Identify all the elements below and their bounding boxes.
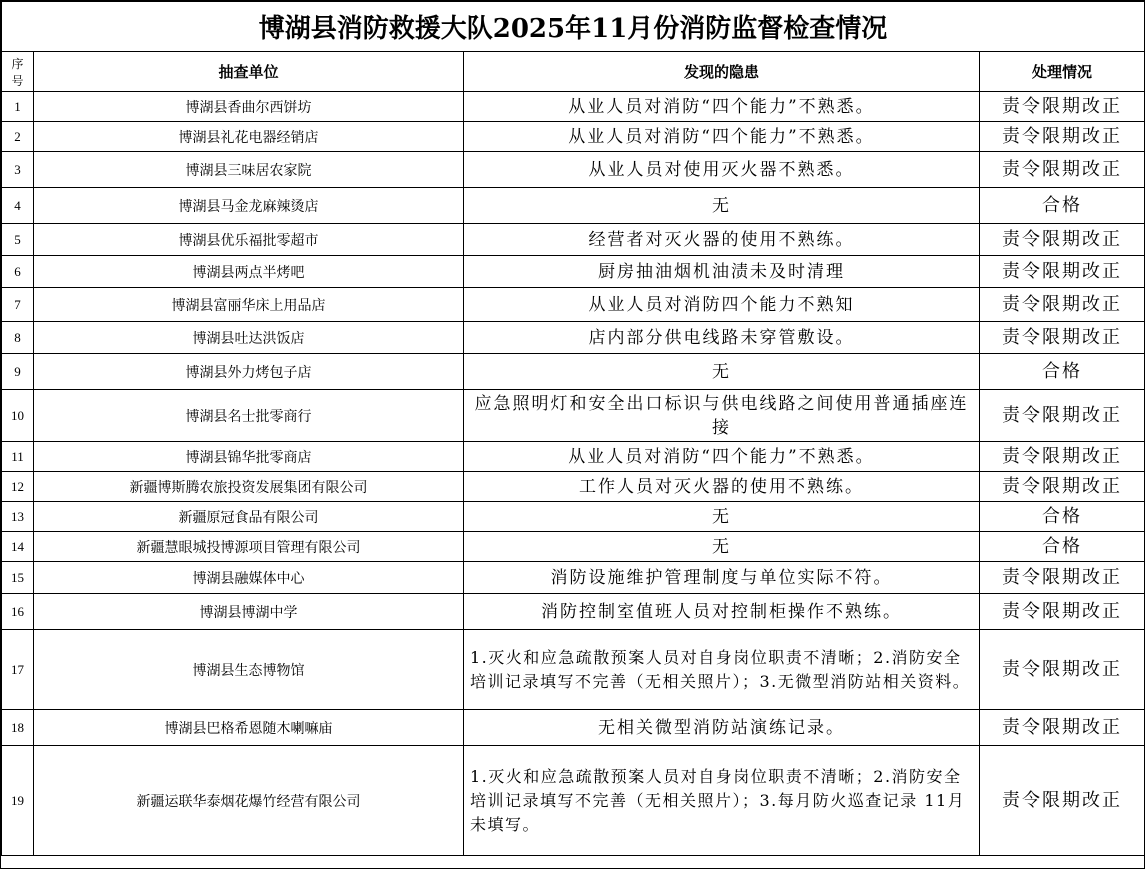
row-seq: 15 <box>2 562 34 594</box>
table-row <box>2 188 1145 224</box>
row-result: 责令限期改正 <box>980 710 1145 746</box>
row-unit: 博湖县三味居农家院 <box>34 152 464 188</box>
table-row <box>2 594 1145 630</box>
table-row <box>2 322 1145 354</box>
header-unit: 抽查单位 <box>34 52 464 92</box>
row-unit: 博湖县博湖中学 <box>34 594 464 630</box>
row-unit: 新疆博斯腾农旅投资发展集团有限公司 <box>34 472 464 502</box>
table-row <box>2 122 1145 152</box>
row-unit: 博湖县优乐福批零超市 <box>34 224 464 256</box>
row-hazard: 消防设施维护管理制度与单位实际不符。 <box>464 562 980 594</box>
table-row <box>2 256 1145 288</box>
row-seq: 11 <box>2 442 34 472</box>
row-unit: 新疆运联华泰烟花爆竹经营有限公司 <box>34 746 464 856</box>
row-result: 责令限期改正 <box>980 390 1145 442</box>
row-seq: 9 <box>2 354 34 390</box>
row-seq: 1 <box>2 92 34 122</box>
table-row <box>2 152 1145 188</box>
row-unit: 博湖县两点半烤吧 <box>34 256 464 288</box>
table-row <box>2 354 1145 390</box>
row-seq: 7 <box>2 288 34 322</box>
table-row <box>2 630 1145 710</box>
row-hazard: 从业人员对消防“四个能力”不熟悉。 <box>464 442 980 472</box>
row-result: 合格 <box>980 188 1145 224</box>
row-seq: 2 <box>2 122 34 152</box>
row-result: 责令限期改正 <box>980 92 1145 122</box>
row-seq: 6 <box>2 256 34 288</box>
row-seq: 19 <box>2 746 34 856</box>
row-result: 责令限期改正 <box>980 288 1145 322</box>
row-hazard: 无相关微型消防站演练记录。 <box>464 710 980 746</box>
row-unit: 博湖县香曲尔西饼坊 <box>34 92 464 122</box>
header-row <box>2 52 1145 92</box>
row-result: 合格 <box>980 502 1145 532</box>
row-hazard: 从业人员对消防四个能力不熟知 <box>464 288 980 322</box>
row-hazard: 店内部分供电线路未穿管敷设。 <box>464 322 980 354</box>
row-result: 责令限期改正 <box>980 224 1145 256</box>
title-row <box>2 2 1145 52</box>
row-result: 责令限期改正 <box>980 562 1145 594</box>
row-result: 合格 <box>980 354 1145 390</box>
row-seq: 3 <box>2 152 34 188</box>
row-hazard: 从业人员对使用灭火器不熟悉。 <box>464 152 980 188</box>
table-row <box>2 288 1145 322</box>
row-result: 责令限期改正 <box>980 630 1145 710</box>
table-row <box>2 92 1145 122</box>
table-row <box>2 502 1145 532</box>
row-unit: 博湖县外力烤包子店 <box>34 354 464 390</box>
table-row <box>2 472 1145 502</box>
row-seq: 18 <box>2 710 34 746</box>
row-seq: 10 <box>2 390 34 442</box>
row-result: 责令限期改正 <box>980 152 1145 188</box>
row-unit: 博湖县锦华批零商店 <box>34 442 464 472</box>
row-result: 责令限期改正 <box>980 746 1145 856</box>
row-seq: 17 <box>2 630 34 710</box>
row-hazard: 无 <box>464 502 980 532</box>
table-row <box>2 746 1145 856</box>
row-unit: 博湖县生态博物馆 <box>34 630 464 710</box>
row-unit: 博湖县富丽华床上用品店 <box>34 288 464 322</box>
table-row <box>2 442 1145 472</box>
table-row <box>2 532 1145 562</box>
row-unit: 博湖县马金龙麻辣烫店 <box>34 188 464 224</box>
row-seq: 8 <box>2 322 34 354</box>
row-hazard: 厨房抽油烟机油渍未及时清理 <box>464 256 980 288</box>
row-unit: 博湖县融媒体中心 <box>34 562 464 594</box>
row-result: 责令限期改正 <box>980 256 1145 288</box>
header-seq: 序号 <box>2 52 34 92</box>
row-seq: 14 <box>2 532 34 562</box>
header-hazard: 发现的隐患 <box>464 52 980 92</box>
report-title: 博湖县消防救援大队2025年11月份消防监督检查情况 <box>2 2 1145 52</box>
row-hazard: 1.灭火和应急疏散预案人员对自身岗位职责不清晰；2.消防安全培训记录填写不完善（无相关照片）；3.无微型消防站相关资料。 <box>464 630 980 710</box>
row-unit: 博湖县礼花电器经销店 <box>34 122 464 152</box>
row-hazard: 无 <box>464 532 980 562</box>
row-unit: 博湖县吐达洪饭店 <box>34 322 464 354</box>
row-unit: 博湖县名士批零商行 <box>34 390 464 442</box>
row-hazard: 1.灭火和应急疏散预案人员对自身岗位职责不清晰；2.消防安全培训记录填写不完善（无相关照片）；3.每月防火巡查记录 11月未填写。 <box>464 746 980 856</box>
table-row <box>2 562 1145 594</box>
row-hazard: 无 <box>464 188 980 224</box>
row-hazard: 消防控制室值班人员对控制柜操作不熟练。 <box>464 594 980 630</box>
row-result: 责令限期改正 <box>980 594 1145 630</box>
row-hazard: 从业人员对消防“四个能力”不熟悉。 <box>464 92 980 122</box>
row-hazard: 从业人员对消防“四个能力”不熟悉。 <box>464 122 980 152</box>
row-seq: 5 <box>2 224 34 256</box>
table-row <box>2 390 1145 442</box>
row-unit: 新疆慧眼城投博源项目管理有限公司 <box>34 532 464 562</box>
row-hazard: 无 <box>464 354 980 390</box>
table-row <box>2 710 1145 746</box>
row-result: 责令限期改正 <box>980 442 1145 472</box>
row-unit: 新疆原冠食品有限公司 <box>34 502 464 532</box>
row-seq: 12 <box>2 472 34 502</box>
row-seq: 16 <box>2 594 34 630</box>
row-unit: 博湖县巴格希恩随木喇嘛庙 <box>34 710 464 746</box>
row-result: 合格 <box>980 532 1145 562</box>
row-hazard: 应急照明灯和安全出口标识与供电线路之间使用普通插座连接 <box>464 390 980 442</box>
row-seq: 13 <box>2 502 34 532</box>
row-seq: 4 <box>2 188 34 224</box>
row-hazard: 经营者对灭火器的使用不熟练。 <box>464 224 980 256</box>
row-result: 责令限期改正 <box>980 472 1145 502</box>
header-result: 处理情况 <box>980 52 1145 92</box>
row-hazard: 工作人员对灭火器的使用不熟练。 <box>464 472 980 502</box>
row-result: 责令限期改正 <box>980 122 1145 152</box>
table-row <box>2 224 1145 256</box>
inspection-table <box>1 1 1145 856</box>
row-result: 责令限期改正 <box>980 322 1145 354</box>
